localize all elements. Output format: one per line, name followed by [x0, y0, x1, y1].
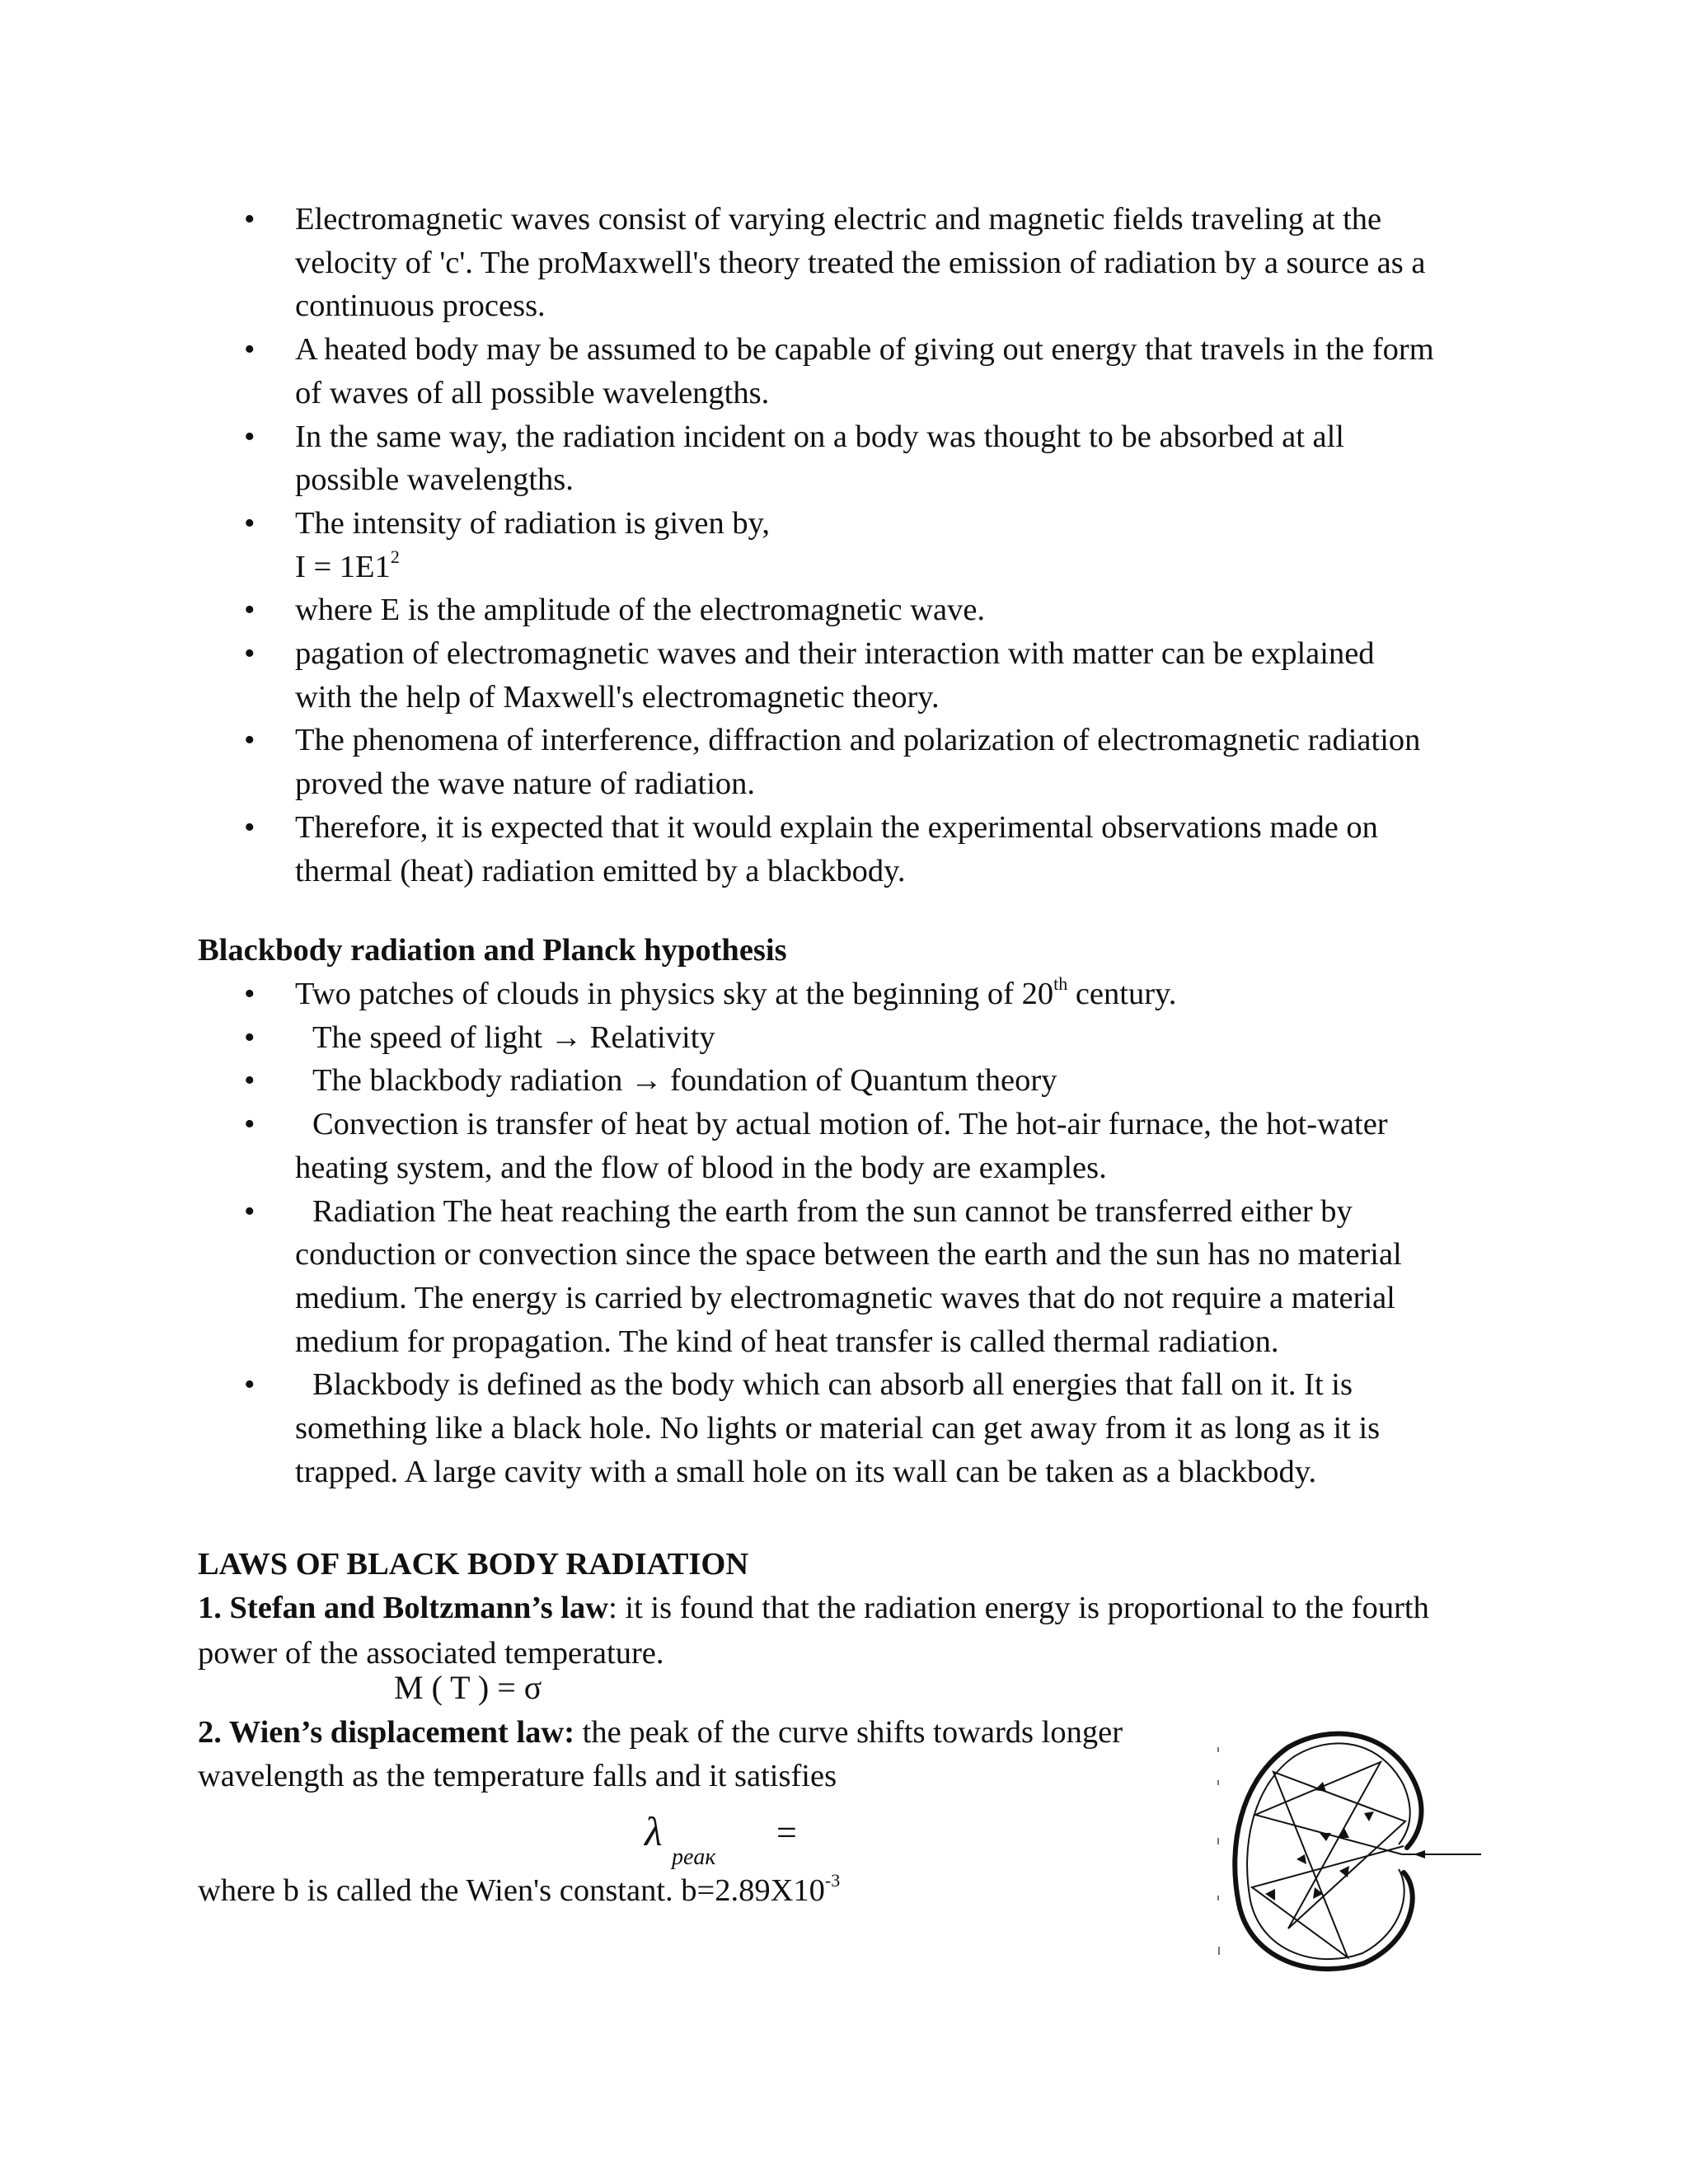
text-line: The phenomena of interference, diffraction and polarization of electromagnetic radiation [295, 723, 1421, 758]
text-span: Two patches of clouds in physics sky at the beginning of 20 [295, 977, 1054, 1011]
list-item [0, 972, 1688, 1016]
text-line [295, 972, 1490, 1016]
text-line: possible wavelengths. [295, 462, 574, 498]
intensity-formula [295, 546, 1490, 589]
bullet: • [244, 1063, 256, 1099]
list-item [0, 502, 1688, 588]
bullet: • [244, 723, 256, 758]
stefan-law-line-2: power of the associated temperature. [198, 1636, 664, 1671]
list-item [0, 1103, 1688, 1189]
list-item [0, 328, 1688, 415]
law-title: 1. Stefan and Boltzmann’s law [198, 1591, 609, 1625]
list-item [0, 632, 1688, 719]
text-line: Radiation The heat reaching the earth from the sun cannot be transferred either by [312, 1193, 1353, 1229]
wien-constant-line [198, 1869, 840, 1912]
text-line: Electromagnetic waves consist of varying electric and magnetic fields traveling at the [295, 202, 1382, 237]
bullet: • [244, 636, 256, 672]
list-item [0, 806, 1688, 893]
text-line: of waves of all possible wavelengths. [295, 375, 770, 410]
formula-exponent: 2 [390, 546, 400, 567]
blackbody-cavity-diagram [1216, 1722, 1488, 1978]
bullet: • [244, 1107, 256, 1142]
bullet: • [244, 593, 256, 628]
peak-subscript: peaк [672, 1844, 716, 1870]
text-line: The blackbody radiation → foundation of Quantum theory [312, 1063, 1057, 1099]
bullet: • [244, 419, 256, 454]
section-heading-blackbody: Blackbody radiation and Planck hypothesis [198, 933, 787, 968]
section-heading-laws: LAWS OF BLACK BODY RADIATION [198, 1547, 749, 1582]
text-line: The intensity of radiation is given by, [295, 505, 770, 541]
text-line: trapped. A large cavity with a small hole on its wall can be taken as a blackbody. [295, 1454, 1317, 1489]
text-span: century. [1067, 977, 1177, 1011]
list-item [0, 588, 1688, 632]
text-line: The speed of light → Relativity [312, 1019, 715, 1055]
law-title: 2. Wien’s displacement law: [198, 1715, 575, 1750]
bullet: • [244, 1019, 256, 1055]
text-line: where E is the amplitude of the electromagnetic wave. [295, 593, 986, 628]
text-line: something like a black hole. No lights or material can get away from it as long as it is [295, 1411, 1381, 1446]
text-line: medium for propagation. The kind of heat transfer is called thermal radiation. [295, 1324, 1279, 1359]
wien-text: where b is called the Wien's constant. b=2.89X10 [198, 1873, 825, 1908]
text-line: Therefore, it is expected that it would explain the experimental observations made on [295, 809, 1378, 845]
superscript: th [1053, 973, 1068, 995]
bullet: • [244, 1193, 256, 1229]
law-text: the peak of the curve shifts towards longer [574, 1715, 1123, 1750]
text-line: A heated body may be assumed to be capable of giving out energy that travels in the form [295, 332, 1434, 368]
text-line: Convection is transfer of heat by actual motion of. The hot-air furnace, the hot-water [312, 1107, 1388, 1142]
list-item [0, 415, 1688, 502]
text-line: velocity of 'c'. The proMaxwell's theory treated the emission of radiation by a source as a [295, 245, 1426, 280]
list-item [0, 1016, 1688, 1060]
formula-base: I = 1E1 [295, 549, 391, 584]
intro-bullet-list [0, 198, 1688, 893]
bullet: • [244, 977, 256, 1011]
text-line: thermal (heat) radiation emitted by a blackbody. [295, 853, 906, 888]
bullet: • [244, 332, 256, 368]
text-line: with the help of Maxwell's electromagnetic theory. [295, 679, 940, 715]
bullet: • [244, 1367, 256, 1403]
stefan-formula: M ( T ) = σ [394, 1669, 542, 1706]
list-item [0, 1059, 1688, 1103]
wien-law-line-2: wavelength as the temperature falls and it satisfies [198, 1759, 837, 1793]
list-item [0, 719, 1688, 805]
wien-law-line [198, 1711, 1123, 1754]
lambda-symbol: λ [645, 1808, 663, 1854]
text-line: conduction or convection since the space between the earth and the sun has no material [295, 1237, 1402, 1272]
equals-sign: = [776, 1812, 797, 1853]
text-line: continuous process. [295, 288, 546, 324]
bullet: • [244, 202, 256, 237]
wien-exponent: -3 [824, 1870, 841, 1891]
text-line: proved the wave nature of radiation. [295, 766, 756, 802]
list-item [0, 198, 1688, 328]
stefan-law-line [198, 1586, 1429, 1629]
text-line: pagation of electromagnetic waves and their interaction with matter can be explained [295, 636, 1375, 672]
bullet: • [244, 505, 256, 541]
blackbody-bullet-list [0, 972, 1688, 1493]
list-item [0, 1190, 1688, 1364]
law-text: : it is found that the radiation energy is proportional to the fourth [608, 1591, 1429, 1625]
list-item [0, 1363, 1688, 1493]
text-line: In the same way, the radiation incident on a body was thought to be absorbed at all [295, 419, 1345, 454]
bullet: • [244, 809, 256, 845]
text-line: heating system, and the flow of blood in the body are examples. [295, 1150, 1107, 1185]
text-line: Blackbody is defined as the body which can absorb all energies that fall on it. It is [312, 1367, 1353, 1403]
text-line: medium. The energy is carried by electromagnetic waves that do not require a material [295, 1280, 1395, 1315]
